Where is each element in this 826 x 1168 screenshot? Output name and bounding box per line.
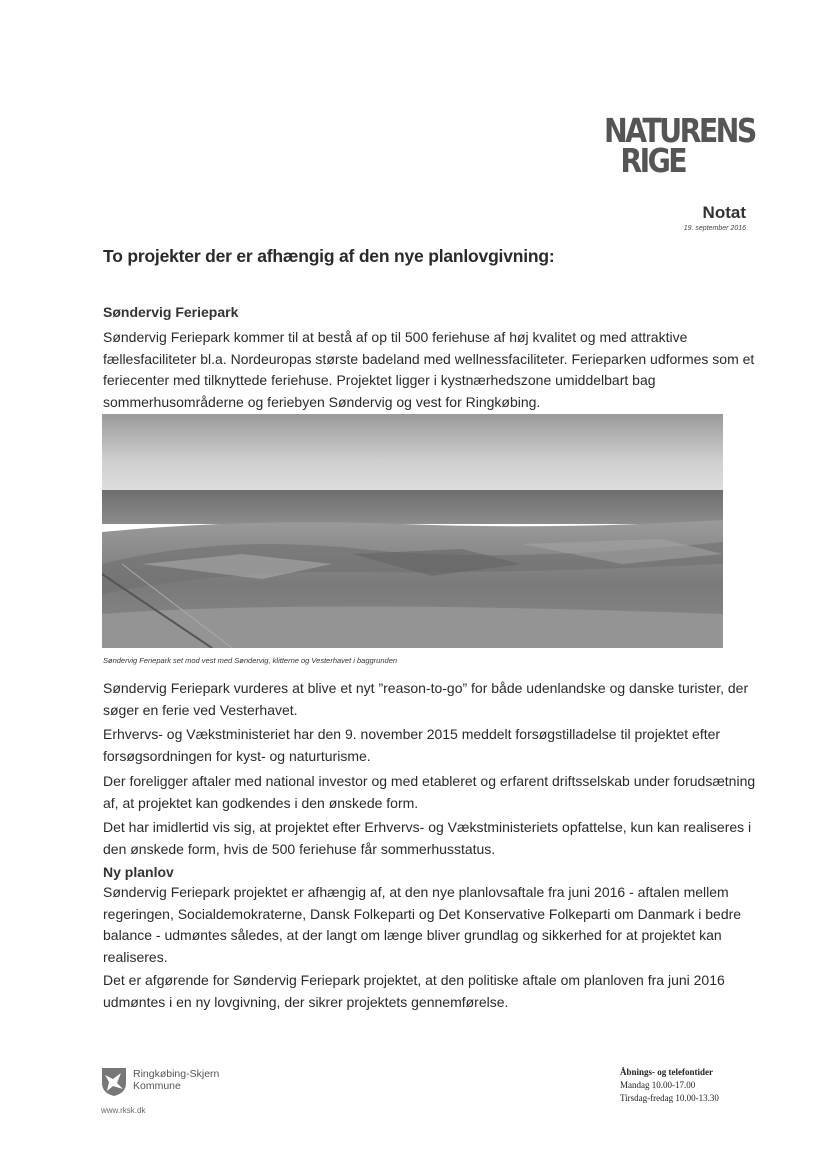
paragraph-planlovsaftale: Søndervig Feriepark projektet er afhængig af, at den nye planlovsaftale fra juni 2016 - aftalen mellem regeringen, Socialdemokraterne, Dansk Folkeparti og Det Konservative Folkeparti om Danmark i bedre balance - udmøntes således, at der langt om længe bliver grundlag og sikkerhed for at projektet kan realiseres. xyxy=(103,884,742,966)
opening-hours-monday: Mandag 10.00-17.00 xyxy=(620,1080,696,1090)
photo-caption: Søndervig Feriepark set mod vest med Søndervig, klitterne og Vesterhavet i baggrunden xyxy=(103,656,398,665)
logo-line-2: RIGE xyxy=(620,141,686,180)
kommune-name-line-2: Kommune xyxy=(133,1080,181,1092)
opening-hours-title: Åbnings- og telefontider xyxy=(620,1067,713,1077)
kommune-name xyxy=(133,1068,219,1092)
paragraph-reason-to-go: Søndervig Feriepark vurderes at blive et nyt ”reason-to-go” for både udenlandske og danske turister, der søger en ferie ved Vesterhavet. xyxy=(103,680,749,718)
kommune-emblem-icon xyxy=(101,1067,127,1097)
aerial-landscape-image xyxy=(102,414,723,648)
section-heading-ny-planlov: Ny planlov xyxy=(103,864,174,880)
section-heading-sondervig: Søndervig Feriepark xyxy=(103,304,239,320)
opening-hours xyxy=(620,1066,719,1105)
naturens-rige-logo xyxy=(604,111,755,180)
page-title: To projekter der er afhængig af den nye planlovgivning: xyxy=(103,246,555,266)
section-intro-paragraph: Søndervig Feriepark kommer til at bestå af op til 500 feriehuse af høj kvalitet og med attraktive fællesfaciliteter bl.a. Nordeuropas største badeland med wellnessfaciliteter. Ferieparken udformes som et feriecenter med tilknyttede feriehuse. Projektet ligger i kystnærhedszone umiddelbart bag sommerhusområderne og feriebyen Søndervig og vest for Ringkøbing. xyxy=(103,329,755,411)
opening-hours-tue-fri: Tirsdag-fredag 10.00-13.30 xyxy=(620,1093,719,1103)
paragraph-sommerhusstatus: Det har imidlertid vis sig, at projektet efter Erhvervs- og Vækstministeriets opfattelse, kun kan realiseres i den ønskede form, hvis de 500 feriehuse får sommerhusstatus. xyxy=(103,819,752,857)
paragraph-afgorende: Det er afgørende for Søndervig Feriepark projektet, at den politiske aftale om planloven fra juni 2016 udmøntes i en ny lovgivning, der sikrer projektets gennemførelse. xyxy=(103,972,725,1010)
kommune-website-link[interactable]: www.rksk.dk xyxy=(101,1106,146,1115)
feriepark-aerial-photo xyxy=(102,414,723,648)
kommune-name-line-1: Ringkøbing-Skjern xyxy=(133,1068,220,1080)
document-type-label: Notat xyxy=(702,203,746,222)
logo-line-1: NATURENS xyxy=(604,111,755,150)
paragraph-forsogstilladelse: Erhvervs- og Vækstministeriet har den 9. november 2015 meddelt forsøgstilladelse til projektet efter forsøgsordningen for kyst- og naturturisme. xyxy=(103,726,721,764)
document-date: 19. september 2016 xyxy=(683,225,746,232)
paragraph-aftaler: Der foreligger aftaler med national investor og med etableret og erfarent driftsselskab under forudsætning af, at projektet kan godkendes i den ønskede form. xyxy=(103,773,756,811)
